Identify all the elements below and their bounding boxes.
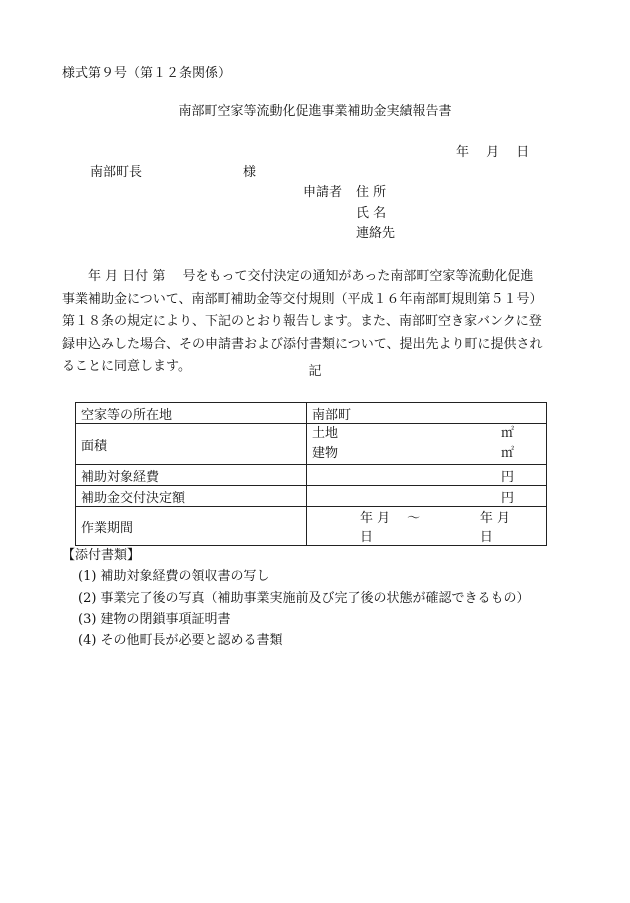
decision-unit: 円 <box>500 490 514 506</box>
attachment-item: (1) 補助対象経費の領収書の写し <box>78 569 270 585</box>
body-line: 第１８条の規定により、下記のとおり報告します。また、南部町空き家バンクに登 <box>62 314 542 329</box>
table-row <box>76 486 547 507</box>
land-unit: ㎡ <box>500 426 514 441</box>
building-label: 建物 <box>312 446 339 461</box>
land-label: 土地 <box>312 426 339 441</box>
attachment-item: (2) 事業完了後の写真（補助事業実施前及び完了後の状態が確認できるもの） <box>78 590 530 606</box>
attachments-heading: 【添付書類】 <box>62 548 141 563</box>
building-unit: ㎡ <box>500 446 514 461</box>
date-line: 年 月 日 <box>456 145 530 160</box>
decision-value <box>307 486 547 507</box>
location-value: 南部町 <box>307 403 547 424</box>
document-title: 南部町空家等流動化促進事業補助金実績報告書 <box>178 104 452 119</box>
cost-label: 補助対象経費 <box>76 465 307 486</box>
area-cell <box>307 424 547 465</box>
attachment-item: (3) 建物の閉鎖事項証明書 <box>78 611 231 627</box>
report-table <box>75 402 547 546</box>
body-line: 録申込みした場合、その申請書および添付書類について、提出先より町に提供され <box>62 336 543 352</box>
period-value <box>307 507 547 546</box>
period-end: 年 月 日 <box>479 511 511 545</box>
land-row <box>307 424 546 444</box>
name-label: 氏 名 <box>356 206 387 221</box>
attachments-section <box>62 545 530 651</box>
honorific: 様 <box>243 165 257 180</box>
body-paragraph <box>62 266 562 379</box>
applicant-label: 申請者 <box>303 185 343 200</box>
body-line: ることに同意します。 <box>62 359 191 374</box>
table-row <box>76 465 547 486</box>
body-line: 事業補助金について、南部町補助金等交付規則（平成１６年南部町規則第５１号） <box>62 291 543 307</box>
form-number: 様式第９号（第１２条関係） <box>62 66 232 81</box>
period-sep: ～ <box>407 511 421 526</box>
contact-label: 連絡先 <box>356 226 396 241</box>
cost-unit: 円 <box>500 469 514 485</box>
body-line: 年 月 日付 第 号をもって交付決定の通知があった南部町空家等流動化促進 <box>88 269 534 284</box>
attachment-item: (4) その他町長が必要と認める書類 <box>78 633 283 649</box>
address-label: 住 所 <box>356 185 387 200</box>
table-row <box>76 403 547 424</box>
table-row <box>76 424 547 465</box>
decision-label: 補助金交付決定額 <box>76 486 307 507</box>
addressee: 南部町長 <box>90 165 143 180</box>
ki-heading: 記 <box>308 364 322 379</box>
building-row <box>307 444 546 464</box>
table-row <box>76 507 547 546</box>
period-label: 作業期間 <box>76 507 307 546</box>
cost-value <box>307 465 547 486</box>
period-start: 年 月 日 <box>360 511 391 545</box>
area-label: 面積 <box>76 424 307 465</box>
location-label: 空家等の所在地 <box>76 403 307 424</box>
